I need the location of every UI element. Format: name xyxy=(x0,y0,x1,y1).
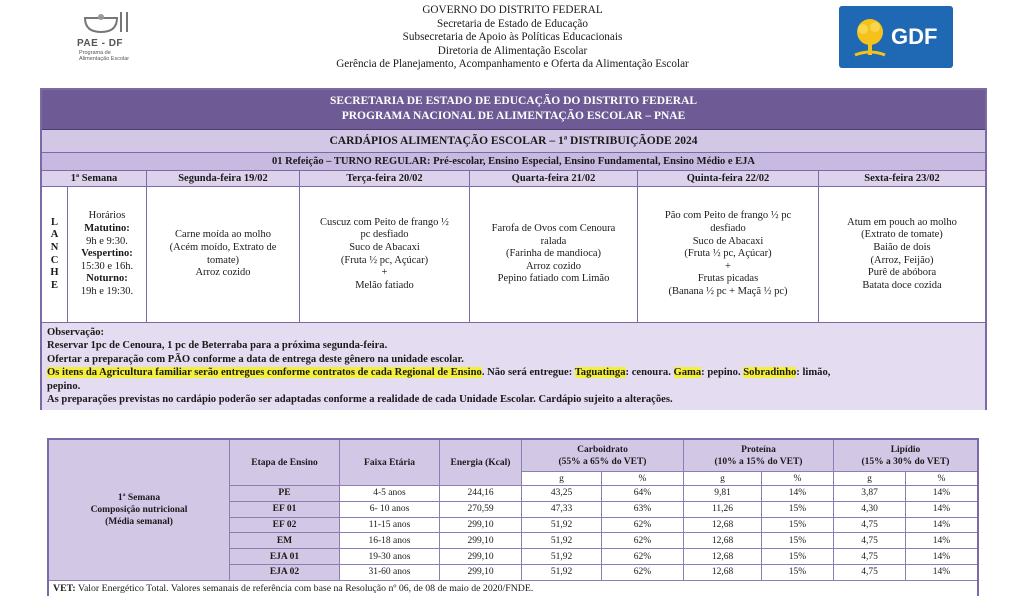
nutrition-cell-carb-g: 47,33 xyxy=(522,502,602,518)
menu-item: + xyxy=(381,267,388,279)
sub-header-pct: % xyxy=(906,472,977,486)
nutrition-cell-faixa: 6- 10 anos xyxy=(340,502,440,518)
menu-cell-wed xyxy=(470,187,638,322)
nutrition-cell-lip-pct: 14% xyxy=(906,518,977,534)
col-header-etapa: Etapa de Ensino xyxy=(230,440,340,486)
menu-title-band xyxy=(42,90,985,130)
nutrition-cell-lip-g: 4,30 xyxy=(834,502,906,518)
menu-title-3: CARDÁPIOS ALIMENTAÇÃO ESCOLAR – 1ª DISTRIBUIÇÃODE 2024 xyxy=(42,130,985,153)
nutrition-cell-carb-g: 51,92 xyxy=(522,533,602,549)
sub-header-g: g xyxy=(834,472,906,486)
menu-item: Suco de Abacaxi xyxy=(692,235,764,247)
col-header-prot-range: (10% a 15% do VET) xyxy=(714,456,803,467)
vet-footnote xyxy=(49,581,977,596)
meal-letter: L xyxy=(50,216,58,228)
menu-item: ralada xyxy=(540,235,567,247)
observation-line: Ofertar a preparação com PÃO conforme a data de entrega deste gênero na unidade escolar. xyxy=(47,353,464,365)
menu-item: tomate) xyxy=(206,254,240,266)
nutrition-cell-etapa: EJA 02 xyxy=(230,565,340,581)
observation-line: pepino. xyxy=(47,380,81,392)
menu-item: Farofa de Ovos com Cenoura xyxy=(491,223,616,235)
nutrition-cell-lip-pct: 14% xyxy=(906,549,977,565)
observation-line: As preparações previstas no cardápio poderão ser adaptadas conforme a realidade de cada Unidade Escolar. Cardápio sujeito a alterações. xyxy=(47,394,673,406)
nutrition-cell-carb-pct: 64% xyxy=(602,486,684,502)
tree-flower-icon xyxy=(849,16,891,58)
bowl-cutlery-icon xyxy=(77,10,133,36)
menu-item: Frutas picadas xyxy=(697,273,759,285)
meal-letter: H xyxy=(50,267,59,279)
nutrition-cell-carb-pct: 62% xyxy=(602,565,684,581)
menu-item: Arroz cozido xyxy=(525,260,582,272)
menu-item: (Acém moído, Extrato de xyxy=(169,241,277,253)
schedule-noturno-time: 19h e 19:30. xyxy=(80,285,134,297)
place-taguatinga: Taguatinga xyxy=(574,367,626,379)
nutrition-cell-carb-pct: 62% xyxy=(602,549,684,565)
nutrition-cell-energia: 299,10 xyxy=(440,518,522,534)
nutrition-cell-prot-g: 11,26 xyxy=(684,502,762,518)
observation-text: : limão, xyxy=(796,367,831,379)
meal-name-vertical xyxy=(42,187,68,322)
nutrition-cell-faixa: 11-15 anos xyxy=(340,518,440,534)
schedule-noturno-label: Noturno: xyxy=(86,273,128,285)
gdf-logo xyxy=(839,6,953,68)
nutrition-cell-carb-pct: 62% xyxy=(602,533,684,549)
menu-title-2: PROGRAMA NACIONAL DE ALIMENTAÇÃO ESCOLAR – PNAE xyxy=(341,110,686,122)
nutrition-cell-lip-g: 3,87 xyxy=(834,486,906,502)
gdf-logo-text: GDF xyxy=(891,24,938,49)
menu-item: (Fruta ½ pc, Açúcar) xyxy=(340,254,429,266)
nutrition-cell-lip-g: 4,75 xyxy=(834,533,906,549)
menu-item: desfiado xyxy=(710,223,746,235)
col-header-prot xyxy=(684,440,834,472)
meal-letter: C xyxy=(50,254,59,266)
nutrition-cell-prot-pct: 15% xyxy=(762,565,834,581)
nutrition-cell-lip-pct: 14% xyxy=(906,533,977,549)
menu-item: Purê de abóbora xyxy=(867,267,937,279)
document-header xyxy=(260,4,765,72)
col-header-carb xyxy=(522,440,684,472)
menu-item: (Extrato de tomate) xyxy=(861,229,943,241)
nutrition-cell-energia: 270,59 xyxy=(440,502,522,518)
meal-letter: A xyxy=(50,229,59,241)
nutrition-cell-lip-pct: 14% xyxy=(906,565,977,581)
observation-line-highlighted xyxy=(47,366,980,379)
sub-header-g: g xyxy=(684,472,762,486)
col-header-carb-range: (55% a 65% do VET) xyxy=(558,456,647,467)
nutrition-cell-prot-pct: 15% xyxy=(762,518,834,534)
menu-item: (Banana ½ pc + Maçã ½ pc) xyxy=(668,285,788,297)
vet-text: Valor Energético Total. Valores semanais de referência com base na Resolução nº 06, de 08 de maio de 2020/FNDE. xyxy=(75,583,534,594)
menu-item: (Farinha de mandioca) xyxy=(505,248,602,260)
logo-left-subtitle: Programa de Alimentação Escolar xyxy=(79,50,130,62)
col-header-faixa: Faixa Etária xyxy=(340,440,440,486)
nutrition-cell-faixa: 4-5 anos xyxy=(340,486,440,502)
nutrition-table xyxy=(47,438,979,596)
nutrition-cell-energia: 299,10 xyxy=(440,533,522,549)
menu-item: Pão com Peito de frango ½ pc xyxy=(664,210,792,222)
schedule-vespertino-time: 15:30 e 16h. xyxy=(80,260,134,272)
nutrition-week-label: 1ª Semana xyxy=(117,493,161,503)
meal-letter: N xyxy=(50,241,59,253)
nutrition-cell-etapa: EJA 01 xyxy=(230,549,340,565)
menu-item: Cuscuz com Peito de frango ½ xyxy=(320,216,449,228)
nutrition-cell-faixa: 16-18 anos xyxy=(340,533,440,549)
nutrition-cell-faixa: 31-60 anos xyxy=(340,565,440,581)
observation-block xyxy=(42,323,985,410)
nutrition-cell-energia: 299,10 xyxy=(440,549,522,565)
day-header-tue: Terça-feira 20/02 xyxy=(300,171,470,186)
nutrition-cell-prot-g: 12,68 xyxy=(684,549,762,565)
schedule-matutino-time: 9h e 9:30. xyxy=(86,235,128,247)
day-header-mon: Segunda-feira 19/02 xyxy=(147,171,300,186)
col-header-lip-title: Lipídio xyxy=(890,444,921,455)
vet-label: VET: xyxy=(53,583,76,594)
nutrition-cell-prot-pct: 15% xyxy=(762,502,834,518)
observation-text: : pepino. xyxy=(701,367,744,379)
col-header-lip xyxy=(834,440,977,472)
nutrition-cell-lip-pct: 14% xyxy=(906,502,977,518)
schedule-matutino-label: Matutino: xyxy=(84,223,130,235)
header-line: Gerência de Planejamento, Acompanhamento e Oferta da Alimentação Escolar xyxy=(336,58,689,71)
menu-body-row xyxy=(42,187,985,323)
header-line: Diretoria de Alimentação Escolar xyxy=(437,44,588,57)
col-header-lip-range: (15% a 30% do VET) xyxy=(861,456,950,467)
nutrition-cell-prot-pct: 14% xyxy=(762,486,834,502)
observation-highlight: Os itens da Agricultura familiar serão entregues conforme contratos de cada Regional de Ensino xyxy=(47,367,482,379)
col-header-prot-title: Proteína xyxy=(741,444,776,455)
day-header-thu: Quinta-feira 22/02 xyxy=(638,171,819,186)
nutrition-cell-etapa: PE xyxy=(230,486,340,502)
nutrition-cell-carb-pct: 62% xyxy=(602,518,684,534)
observation-line: Reservar 1pc de Cenoura, 1 pc de Beterraba para a próxima segunda-feira. xyxy=(47,340,388,352)
nutrition-cell-prot-g: 9,81 xyxy=(684,486,762,502)
menu-cell-fri xyxy=(819,187,985,322)
menu-cell-thu xyxy=(638,187,819,322)
menu-table xyxy=(40,88,987,410)
nutrition-cell-prot-pct: 15% xyxy=(762,549,834,565)
nutrition-cell-prot-pct: 15% xyxy=(762,533,834,549)
menu-item: Pepino fatiado com Limão xyxy=(497,273,610,285)
menu-item: Arroz cozido xyxy=(195,267,251,279)
menu-cell-mon xyxy=(147,187,300,322)
observation-title: Observação: xyxy=(47,327,105,338)
menu-item: Baião de dois xyxy=(873,241,931,253)
menu-item: + xyxy=(725,260,731,272)
nutrition-cell-faixa: 19-30 anos xyxy=(340,549,440,565)
nutrition-cell-etapa: EF 01 xyxy=(230,502,340,518)
place-sobradinho: Sobradinho xyxy=(743,367,797,379)
nutrition-cell-lip-pct: 14% xyxy=(906,486,977,502)
logo-left-name: PAE - DF xyxy=(77,38,124,49)
nutrition-week-subtitle: Composição nutricional xyxy=(90,505,188,515)
nutrition-cell-lip-g: 4,75 xyxy=(834,549,906,565)
nutrition-cell-etapa: EM xyxy=(230,533,340,549)
sub-header-pct: % xyxy=(602,472,684,486)
observation-text: : cenoura. xyxy=(625,367,674,379)
nutrition-cell-carb-g: 51,92 xyxy=(522,518,602,534)
nutrition-cell-energia: 299,10 xyxy=(440,565,522,581)
nutrition-cell-carb-g: 51,92 xyxy=(522,565,602,581)
week-label: 1ª Semana xyxy=(42,171,147,186)
nutrition-cell-prot-g: 12,68 xyxy=(684,565,762,581)
nutrition-cell-prot-g: 12,68 xyxy=(684,533,762,549)
header-line: GOVERNO DO DISTRITO FEDERAL xyxy=(422,4,603,16)
observation-text: . Não será entregue: xyxy=(481,367,575,379)
menu-cell-tue xyxy=(300,187,470,322)
menu-item: Carne moída ao molho xyxy=(175,229,271,241)
schedule-vespertino-label: Vespertino: xyxy=(81,248,133,260)
schedule-title: Horários xyxy=(88,210,126,222)
nutrition-cell-etapa: EF 02 xyxy=(230,518,340,534)
menu-title-1: SECRETARIA DE ESTADO DE EDUCAÇÃO DO DISTRITO FEDERAL xyxy=(329,95,698,107)
nutrition-cell-carb-g: 51,92 xyxy=(522,549,602,565)
header-line: Secretaria de Estado de Educação xyxy=(437,17,588,30)
col-header-carb-title: Carboidrato xyxy=(577,444,628,455)
menu-subtitle: 01 Refeição – TURNO REGULAR: Pré-escolar, Ensino Especial, Ensino Fundamental, Ensino Médio e EJA xyxy=(42,153,985,171)
menu-item: (Arroz, Feijão) xyxy=(870,254,934,266)
days-header-row xyxy=(42,171,985,187)
menu-item: Batata doce cozida xyxy=(862,279,942,291)
schedule-cell xyxy=(68,187,147,322)
sub-header-g: g xyxy=(522,472,602,486)
nutrition-cell-energia: 244,16 xyxy=(440,486,522,502)
day-header-fri: Sexta-feira 23/02 xyxy=(864,173,940,184)
day-header-wed: Quarta-feira 21/02 xyxy=(470,171,638,186)
nutrition-week-block xyxy=(49,440,230,581)
meal-letter: E xyxy=(50,279,58,291)
sub-header-pct: % xyxy=(762,472,834,486)
nutrition-cell-lip-g: 4,75 xyxy=(834,518,906,534)
menu-item: Melão fatiado xyxy=(355,279,414,291)
menu-item: (Fruta ½ pc, Açúcar) xyxy=(684,248,772,260)
menu-item: pc desfiado xyxy=(360,229,409,241)
place-gama: Gama xyxy=(673,367,702,379)
nutrition-cell-carb-g: 43,25 xyxy=(522,486,602,502)
nutrition-cell-lip-g: 4,75 xyxy=(834,565,906,581)
menu-item: Suco de Abacaxi xyxy=(349,241,420,253)
col-header-energia: Energia (Kcal) xyxy=(440,440,522,486)
pae-df-logo xyxy=(75,8,145,66)
nutrition-cell-prot-g: 12,68 xyxy=(684,518,762,534)
menu-item: Atum em pouch ao molho xyxy=(847,216,957,228)
header-line: Subsecretaria de Apoio às Políticas Educacionais xyxy=(402,31,623,44)
nutrition-cell-carb-pct: 63% xyxy=(602,502,684,518)
nutrition-week-subtitle: (Média semanal) xyxy=(105,517,173,527)
